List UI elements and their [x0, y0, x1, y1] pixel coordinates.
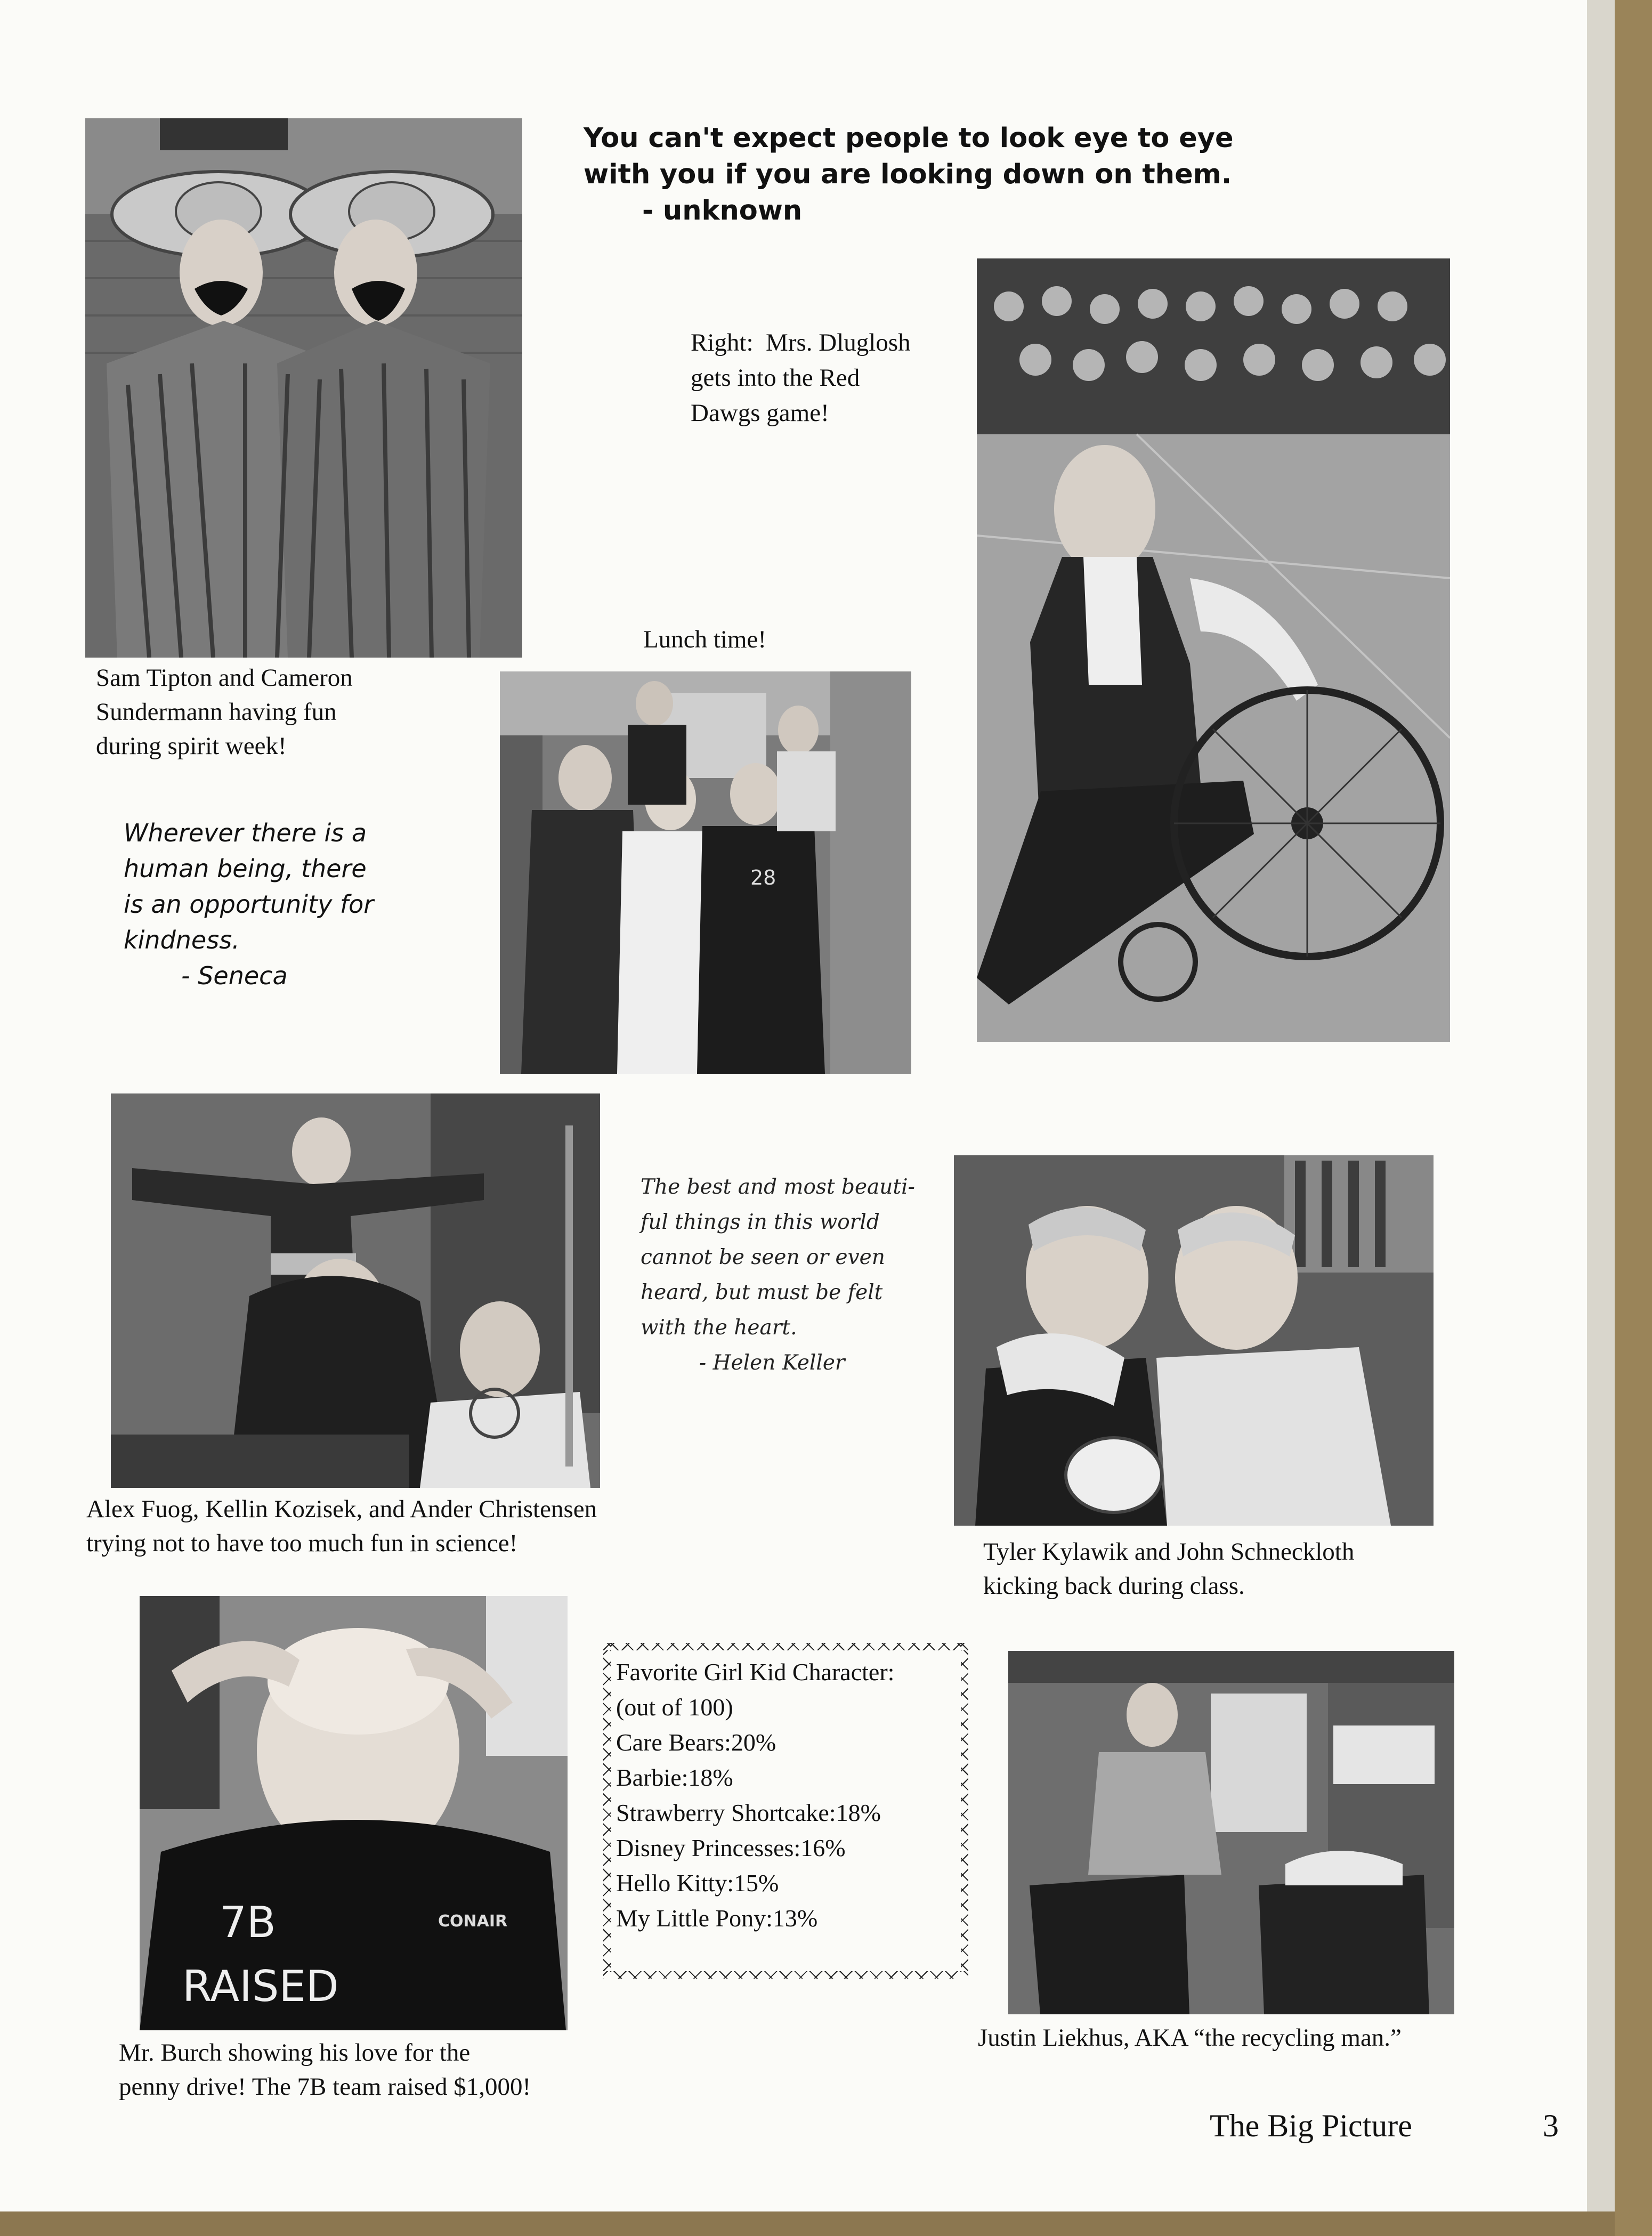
quote-seneca-line2: human being, there: [124, 854, 367, 883]
photo-science: [111, 1093, 600, 1488]
caption-dluglosh-line1: Right: Mrs. Dluglosh: [691, 329, 911, 357]
binder-bottom: [0, 2211, 1615, 2236]
caption-kylawik-line1: Tyler Kylawik and John Schneckloth: [983, 1538, 1355, 1566]
caption-burch-line1: Mr. Burch showing his love for the: [119, 2039, 471, 2067]
quote-keller-line3: cannot be seen or even: [641, 1245, 885, 1269]
apron-text-raised: RAISED: [182, 1962, 339, 2011]
quote-unknown-author: - unknown: [642, 195, 803, 226]
caption-tipton-line3: during spirit week!: [96, 732, 287, 760]
photo-recycling-art: [1008, 1651, 1454, 2014]
caption-burch-line2: penny drive! The 7B team raised $1,000!: [119, 2073, 531, 2101]
binder-cover: [1615, 0, 1652, 2236]
poll-item: Barbie:18%: [616, 1764, 733, 1791]
poll-item: Disney Princesses:16%: [616, 1834, 846, 1861]
photo-sombreros: [85, 118, 522, 658]
quote-seneca: [124, 815, 422, 994]
quote-unknown-line2: with you if you are looking down on them.: [584, 159, 1232, 190]
photo-lunch-time: [500, 671, 911, 1074]
quote-seneca-line1: Wherever there is a: [124, 819, 367, 847]
poll-favorite-girl-character: [603, 1643, 968, 1979]
caption-dluglosh-line3: Dawgs game!: [691, 399, 829, 427]
caption-burch: [119, 2036, 630, 2104]
poll-subtitle: (out of 100): [616, 1694, 733, 1721]
poll-item: Strawberry Shortcake:18%: [616, 1799, 881, 1826]
caption-tipton-line1: Sam Tipton and Cameron: [96, 664, 353, 692]
poll-item: Care Bears:20%: [616, 1729, 776, 1756]
quote-keller-line1: The best and most beauti-: [641, 1175, 915, 1199]
page-number: 3: [1543, 2108, 1559, 2143]
caption-science: [86, 1492, 715, 1560]
poll-content: [611, 1650, 961, 1971]
apron-text-7b: 7B: [220, 1898, 276, 1947]
quote-seneca-line4: kindness.: [124, 926, 240, 954]
quote-keller: [641, 1170, 939, 1381]
poll-title: Favorite Girl Kid Character:: [616, 1658, 895, 1686]
caption-lunch: Lunch time!: [643, 626, 767, 653]
caption-science-line1: Alex Fuog, Kellin Kozisek, and Ander Christensen: [86, 1495, 597, 1523]
caption-dluglosh: [691, 325, 989, 431]
apron-brand: CONAIR: [438, 1912, 508, 1931]
photo-lunch-art: [500, 671, 911, 1074]
quote-keller-line2: ful things in this world: [641, 1210, 880, 1234]
photo-burch-penny-drive: [140, 1596, 568, 2030]
caption-tipton: [96, 661, 437, 763]
quote-unknown: [584, 120, 1383, 229]
photo-kylawik-art: [954, 1155, 1434, 1526]
photo-kylawik-schneckloth: [954, 1155, 1434, 1526]
poll-item: Hello Kitty:15%: [616, 1869, 779, 1897]
quote-keller-author: - Helen Keller: [699, 1351, 845, 1375]
caption-tipton-line2: Sundermann having fun: [96, 698, 337, 726]
caption-dluglosh-line2: gets into the Red: [691, 364, 860, 392]
quote-seneca-line3: is an opportunity for: [124, 890, 374, 919]
photo-recycling-man: [1008, 1651, 1454, 2014]
quote-unknown-line1: You can't expect people to look eye to eye: [584, 123, 1234, 154]
photo-dluglosh-art: [977, 258, 1450, 1042]
caption-kylawik: [983, 1535, 1463, 1603]
quote-keller-line4: heard, but must be felt: [641, 1281, 883, 1305]
poll-item: My Little Pony:13%: [616, 1905, 818, 1932]
quote-keller-line5: with the heart.: [641, 1316, 797, 1340]
photo-burch-art: [140, 1596, 568, 2030]
footer-publication-title: The Big Picture: [1210, 2108, 1412, 2143]
photo-dluglosh-wheelchair: [977, 258, 1450, 1042]
page-edge: [1587, 0, 1615, 2236]
caption-science-line2: trying not to have too much fun in science!: [86, 1529, 518, 1557]
quote-seneca-author: - Seneca: [181, 961, 288, 990]
photo-sombreros-art: [85, 118, 522, 658]
photo-science-art: [111, 1093, 600, 1488]
jersey-number: 28: [750, 866, 776, 889]
caption-kylawik-line2: kicking back during class.: [983, 1572, 1245, 1600]
caption-recycling: Justin Liekhus, AKA “the recycling man.”: [978, 2024, 1402, 2052]
